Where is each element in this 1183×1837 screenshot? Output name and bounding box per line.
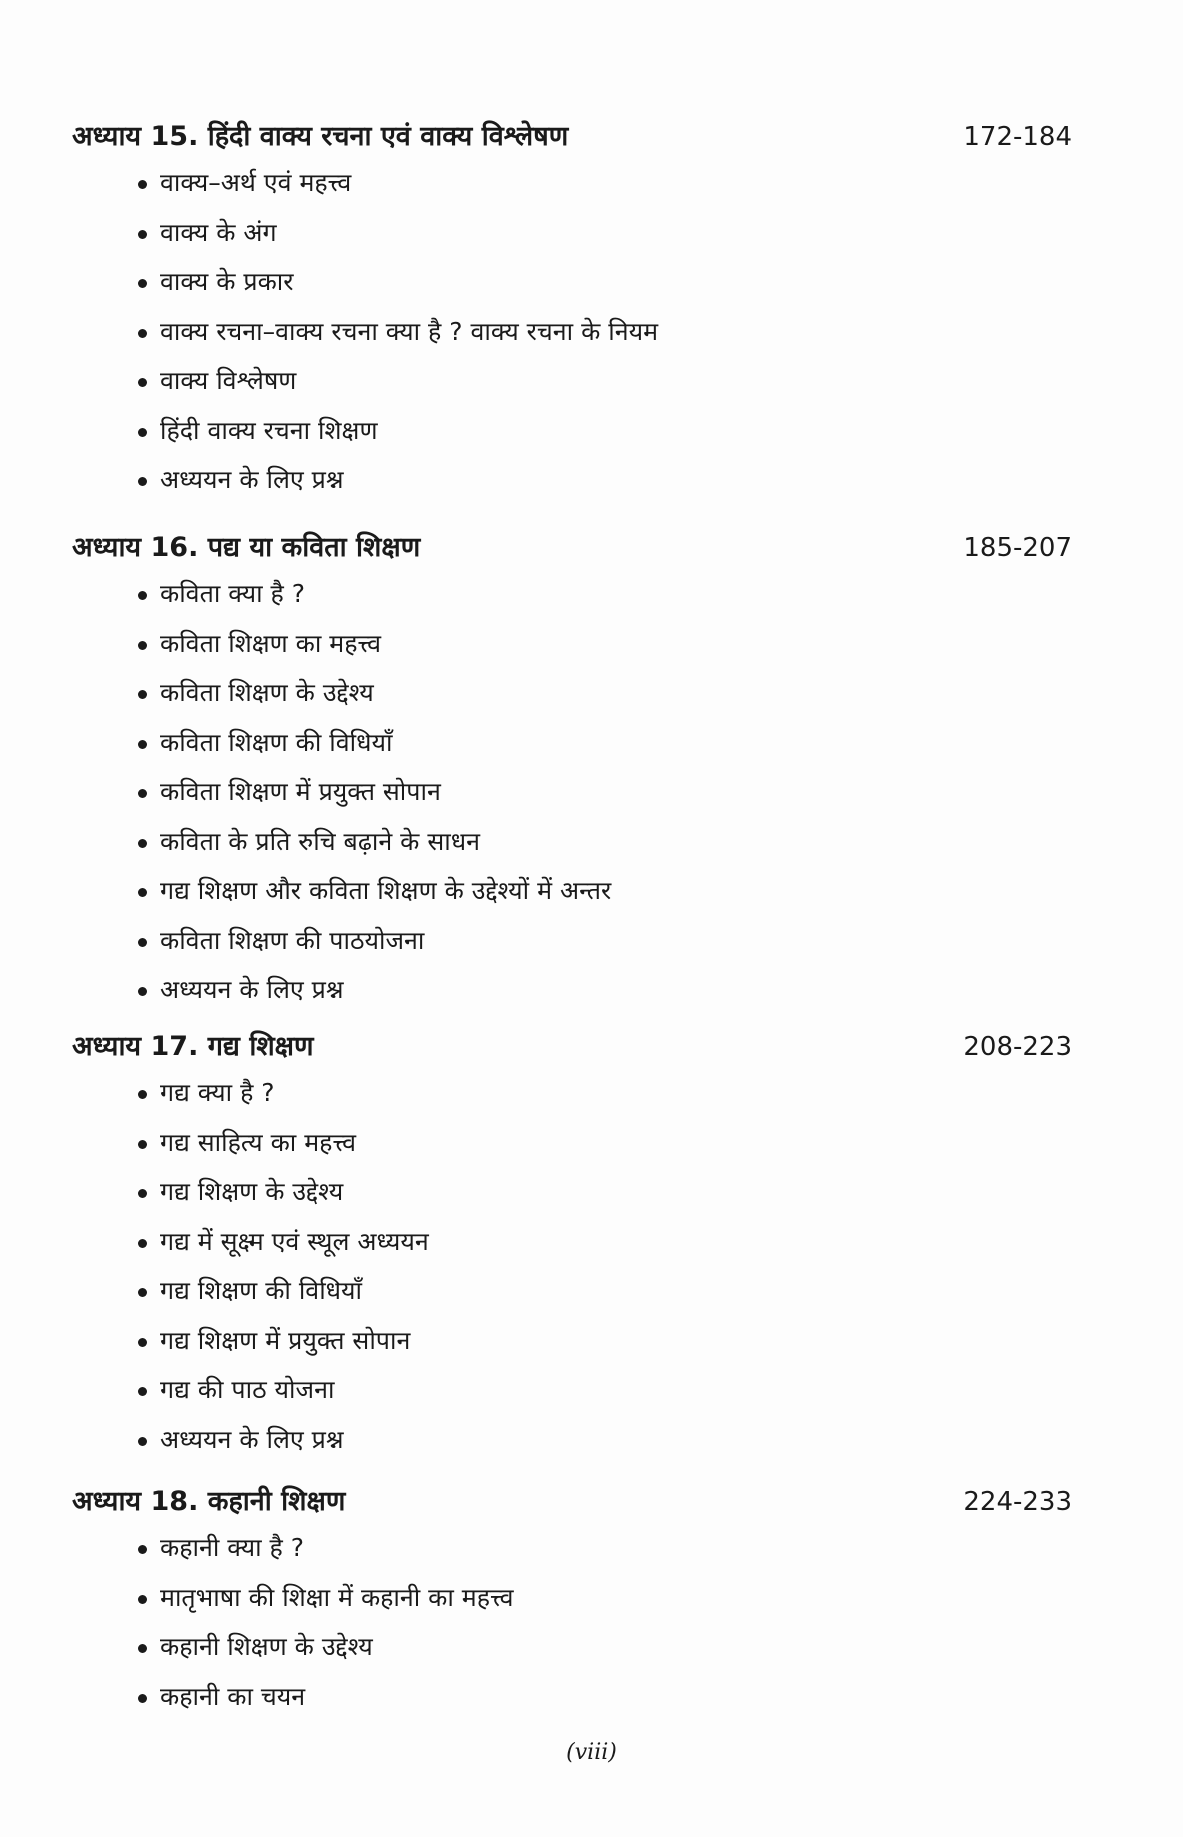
list-item: वाक्य के अंग <box>72 208 1072 258</box>
bullet-icon <box>138 1140 147 1149</box>
list-item: वाक्य विश्लेषण <box>72 356 1072 406</box>
list-item: वाक्य रचना–वाक्य रचना क्या है ? वाक्य रचना के नियम <box>72 307 1072 357</box>
list-item: कविता शिक्षण की पाठयोजना <box>72 916 1072 966</box>
bullet-icon <box>138 1437 147 1446</box>
bullet-icon <box>138 591 147 600</box>
chapter-page-range: 185-207 <box>963 533 1072 563</box>
bullet-icon <box>138 1545 147 1554</box>
list-item: गद्य में सूक्ष्म एवं स्थूल अध्ययन <box>72 1217 1072 1267</box>
list-item: मातृभाषा की शिक्षा में कहानी का महत्त्व <box>72 1573 1072 1623</box>
bullet-icon <box>138 428 147 437</box>
list-item: कहानी का चयन <box>72 1672 1072 1722</box>
chapter-title: अध्याय 18. कहानी शिक्षण <box>72 1486 346 1517</box>
chapter-title: अध्याय 17. गद्य शिक्षण <box>72 1031 314 1062</box>
list-item: गद्य साहित्य का महत्त्व <box>72 1118 1072 1168</box>
bullet-icon <box>138 477 147 486</box>
chapter-17 <box>72 1026 1072 1464</box>
topic-list <box>72 1523 1072 1721</box>
list-item: कविता क्या है ? <box>72 569 1072 619</box>
list-item: वाक्य के प्रकार <box>72 257 1072 307</box>
list-item: अध्ययन के लिए प्रश्न <box>72 965 1072 1015</box>
list-item: हिंदी वाक्य रचना शिक्षण <box>72 406 1072 456</box>
list-item: अध्ययन के लिए प्रश्न <box>72 455 1072 505</box>
bullet-icon <box>138 1595 147 1604</box>
chapter-page-range: 208-223 <box>963 1032 1072 1062</box>
topic-list <box>72 158 1072 505</box>
bullet-icon <box>138 230 147 239</box>
chapter-page-range: 224-233 <box>963 1487 1072 1517</box>
bullet-icon <box>138 888 147 897</box>
bullet-icon <box>138 690 147 699</box>
bullet-icon <box>138 1387 147 1396</box>
bullet-icon <box>138 1338 147 1347</box>
chapter-title: अध्याय 15. हिंदी वाक्य रचना एवं वाक्य विश्लेषण <box>72 121 569 152</box>
list-item: गद्य की पाठ योजना <box>72 1365 1072 1415</box>
list-item: गद्य क्या है ? <box>72 1068 1072 1118</box>
list-item: अध्ययन के लिए प्रश्न <box>72 1415 1072 1465</box>
list-item: गद्य शिक्षण की विधियाँ <box>72 1266 1072 1316</box>
bullet-icon <box>138 839 147 848</box>
chapter-page-range: 172-184 <box>963 122 1072 152</box>
bullet-icon <box>138 279 147 288</box>
list-item: कविता के प्रति रुचि बढ़ाने के साधन <box>72 817 1072 867</box>
bullet-icon <box>138 789 147 798</box>
list-item: वाक्य–अर्थ एवं महत्त्व <box>72 158 1072 208</box>
list-item: गद्य शिक्षण और कविता शिक्षण के उद्देश्यों में अन्तर <box>72 866 1072 916</box>
chapter-16 <box>72 527 1072 1015</box>
chapter-heading <box>72 1481 1072 1523</box>
bullet-icon <box>138 938 147 947</box>
chapter-heading <box>72 527 1072 569</box>
list-item: गद्य शिक्षण में प्रयुक्त सोपान <box>72 1316 1072 1366</box>
list-item: कविता शिक्षण में प्रयुक्त सोपान <box>72 767 1072 817</box>
list-item: कविता शिक्षण के उद्देश्य <box>72 668 1072 718</box>
chapter-title: अध्याय 16. पद्य या कविता शिक्षण <box>72 532 421 563</box>
bullet-icon <box>138 1644 147 1653</box>
list-item: कविता शिक्षण की विधियाँ <box>72 718 1072 768</box>
topic-list <box>72 1068 1072 1464</box>
bullet-icon <box>138 1694 147 1703</box>
chapter-heading <box>72 1026 1072 1068</box>
bullet-icon <box>138 1090 147 1099</box>
topic-list <box>72 569 1072 1015</box>
bullet-icon <box>138 378 147 387</box>
bullet-icon <box>138 1239 147 1248</box>
bullet-icon <box>138 740 147 749</box>
chapter-heading <box>72 116 1072 158</box>
list-item: कविता शिक्षण का महत्त्व <box>72 619 1072 669</box>
bullet-icon <box>138 987 147 996</box>
list-item: कहानी क्या है ? <box>72 1523 1072 1573</box>
bullet-icon <box>138 1288 147 1297</box>
page-number: (viii) <box>566 1740 617 1765</box>
bullet-icon <box>138 329 147 338</box>
bullet-icon <box>138 641 147 650</box>
chapter-15 <box>72 116 1072 505</box>
list-item: गद्य शिक्षण के उद्देश्य <box>72 1167 1072 1217</box>
bullet-icon <box>138 1189 147 1198</box>
list-item: कहानी शिक्षण के उद्देश्य <box>72 1622 1072 1672</box>
chapter-18 <box>72 1481 1072 1721</box>
bullet-icon <box>138 180 147 189</box>
